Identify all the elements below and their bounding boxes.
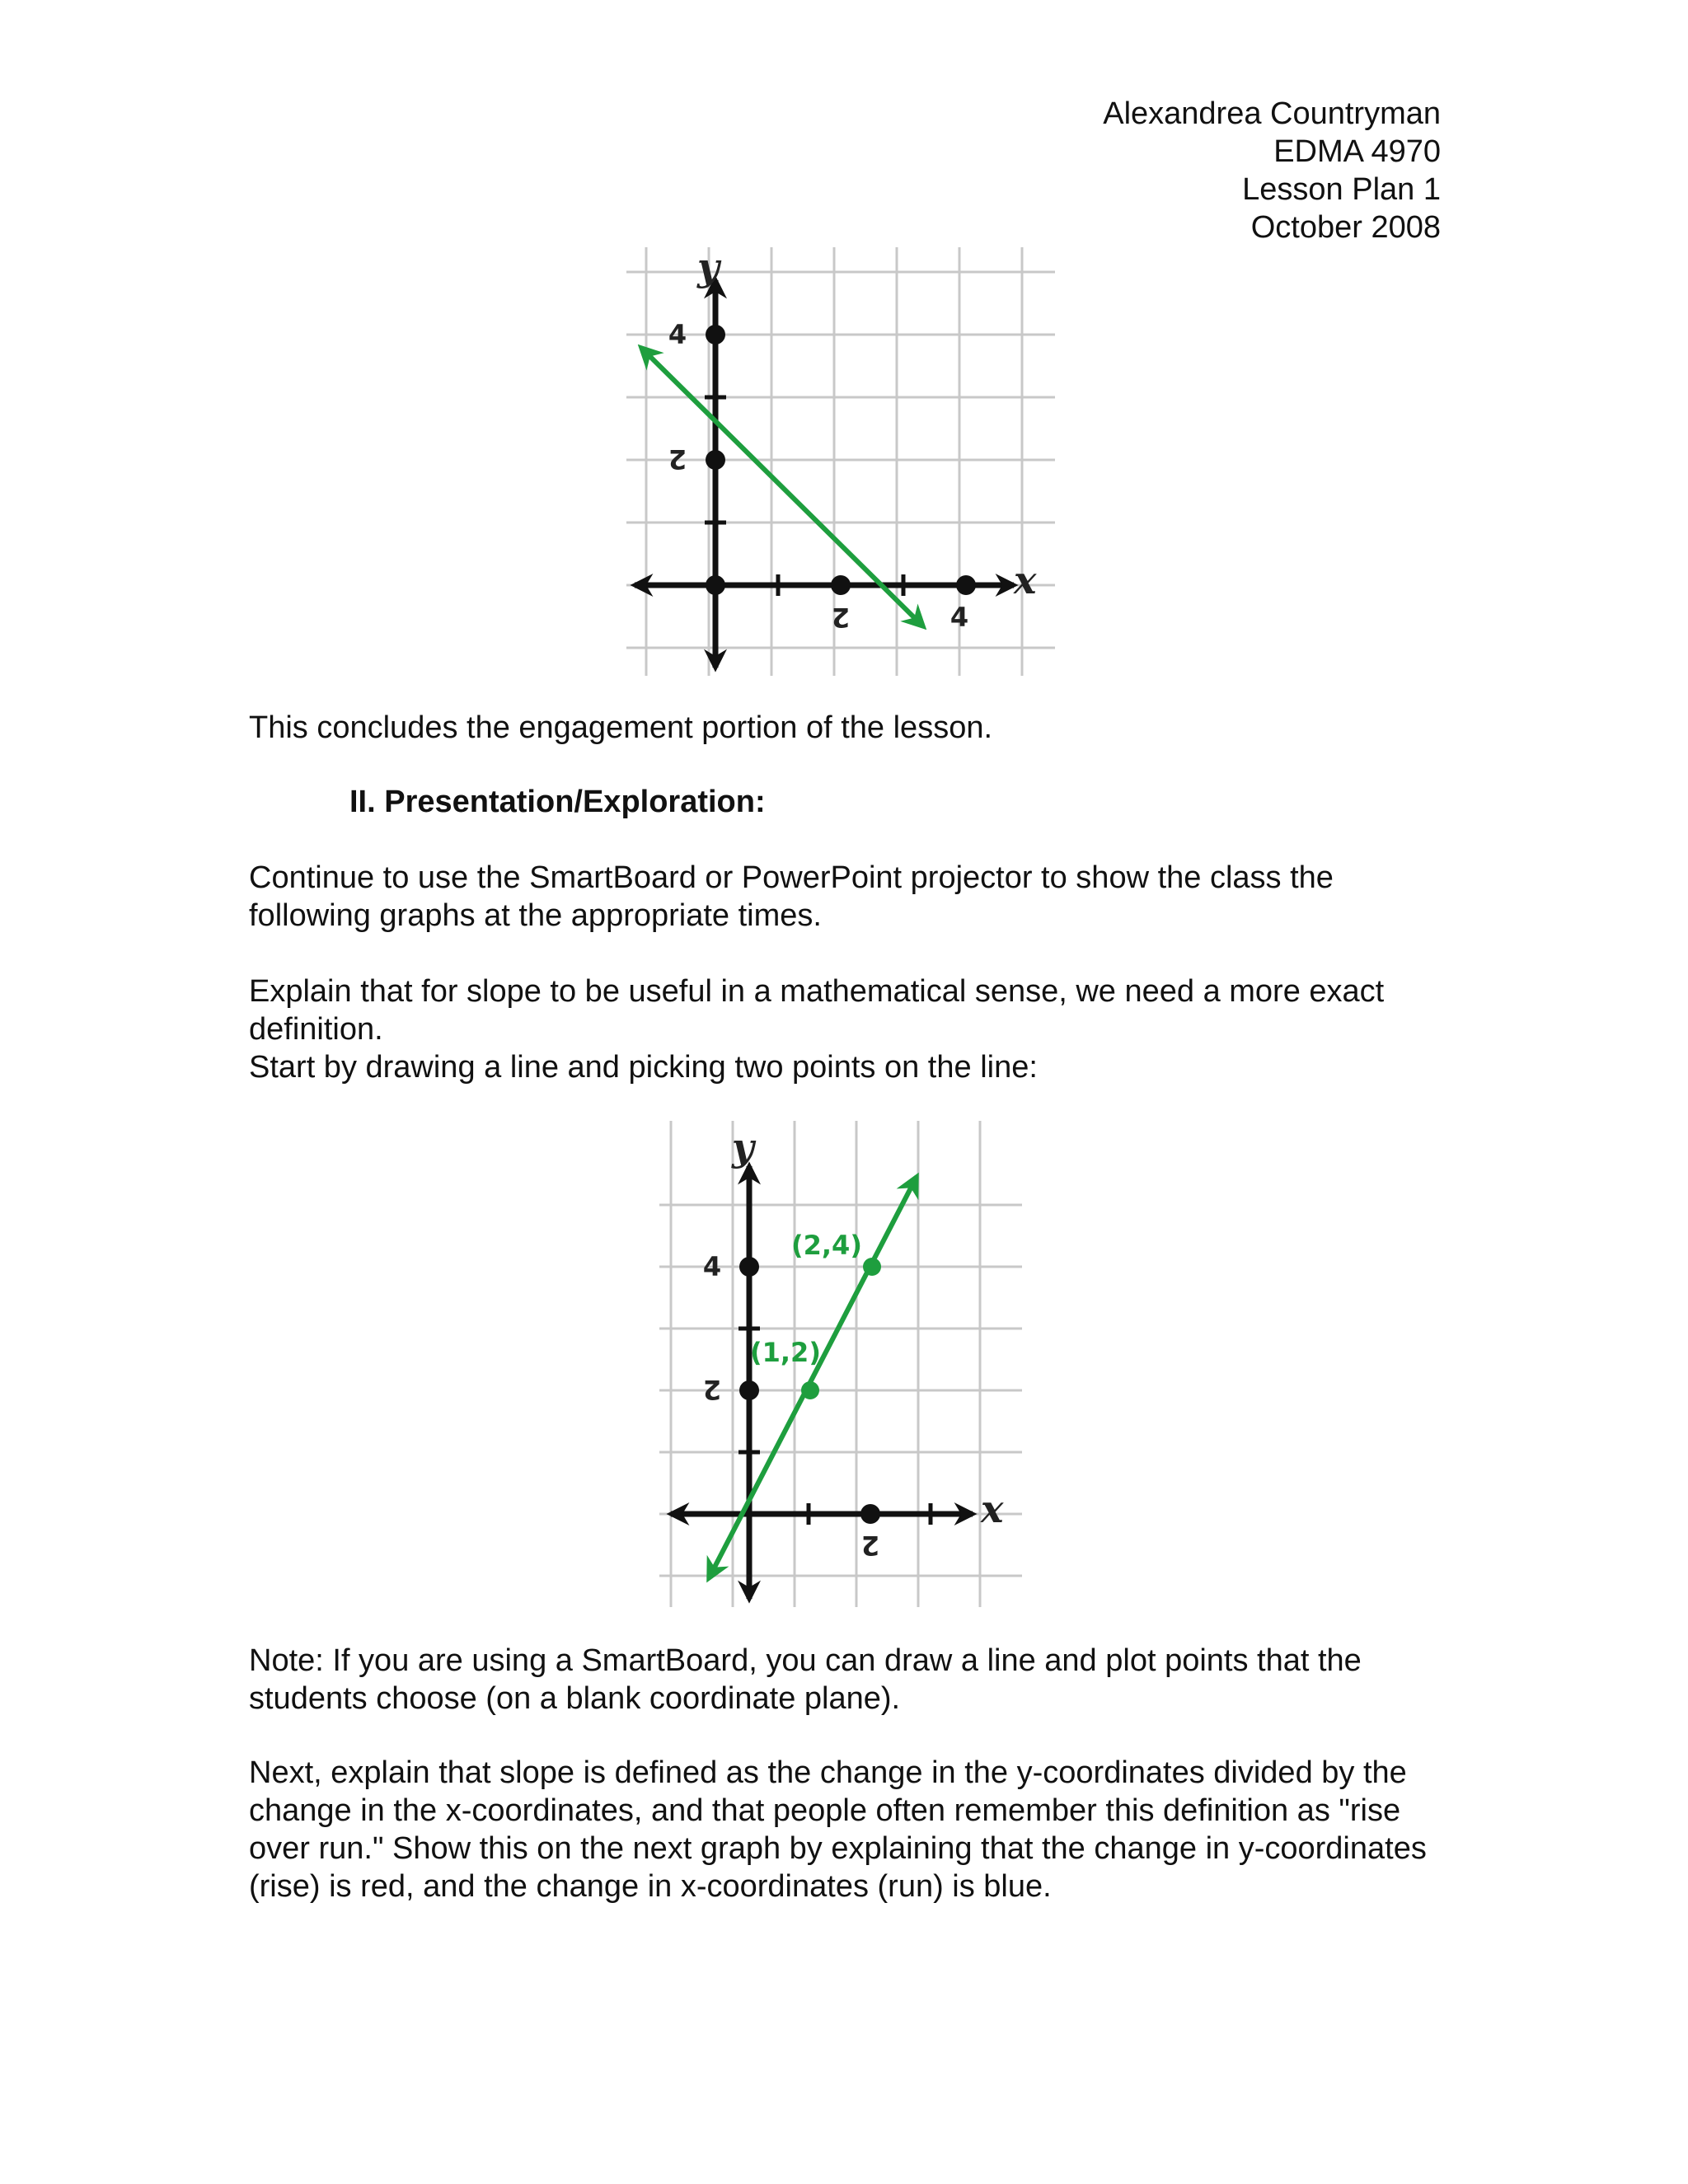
point-label-1-2: (1,2) xyxy=(750,1337,821,1368)
note-paragraph: Note: If you are using a SmartBoard, you can draw a line and plot points that the students choose (on a blank coordinate plane). xyxy=(249,1643,1362,1716)
y-dot-2 xyxy=(706,450,725,470)
y-tick-label-4: 4 xyxy=(702,1251,722,1282)
y-axis-label: y xyxy=(697,245,720,289)
course-code: EDMA 4970 xyxy=(1273,134,1441,169)
graph-two-points xyxy=(659,1121,1039,1607)
next-paragraph: Next, explain that slope is defined as the change in the y-coordinates divided by the change in the x-coordinates, and that people often remember this definition as "rise over run." Show this on the next graph by explaining that the change in y-coordinates (rise) is red, and the change in x-coordinates (run) is blue. xyxy=(249,1755,1427,1904)
grid-lines xyxy=(659,1121,1022,1607)
origin-dot xyxy=(706,575,725,595)
explain-paragraph: Explain that for slope to be useful in a mathematical sense, we need a more exact definition. xyxy=(249,974,1385,1047)
point-2-4 xyxy=(863,1258,881,1276)
section-heading: II. Presentation/Exploration: xyxy=(349,785,766,819)
y-dot-4 xyxy=(739,1257,759,1277)
graph-negative-slope xyxy=(626,247,1071,676)
y-tick-label-4: 4 xyxy=(668,319,687,350)
y-dot-2 xyxy=(739,1380,759,1400)
x-axis-label: x xyxy=(981,1487,1004,1531)
y-axis-label: y xyxy=(732,1125,754,1169)
y-dot-4 xyxy=(706,325,725,344)
point-1-2 xyxy=(801,1381,819,1399)
point-label-2-4: (2,4) xyxy=(791,1230,862,1261)
x-tick-label-2: 2 xyxy=(831,602,851,633)
x-tick-label-4: 4 xyxy=(950,602,969,633)
x-axis-label: x xyxy=(1014,558,1037,602)
y-tick-label-2: 2 xyxy=(668,443,687,475)
date-label: October 2008 xyxy=(1250,210,1441,245)
y-tick-label-2: 2 xyxy=(702,1374,722,1405)
lesson-plan-label: Lesson Plan 1 xyxy=(1242,172,1441,207)
author-name: Alexandrea Countryman xyxy=(1103,96,1441,131)
engagement-conclusion: This concludes the engagement portion of the lesson. xyxy=(249,710,993,745)
continue-paragraph: Continue to use the SmartBoard or PowerPoint projector to show the class the following graphs at the appropriate times. xyxy=(249,860,1334,933)
x-tick-label-2: 2 xyxy=(860,1530,880,1561)
x-dot-2 xyxy=(860,1504,880,1524)
header-block xyxy=(1103,95,1441,246)
start-paragraph: Start by drawing a line and picking two points on the line: xyxy=(249,1050,1038,1085)
x-dot-2 xyxy=(831,575,851,595)
x-dot-4 xyxy=(956,575,976,595)
